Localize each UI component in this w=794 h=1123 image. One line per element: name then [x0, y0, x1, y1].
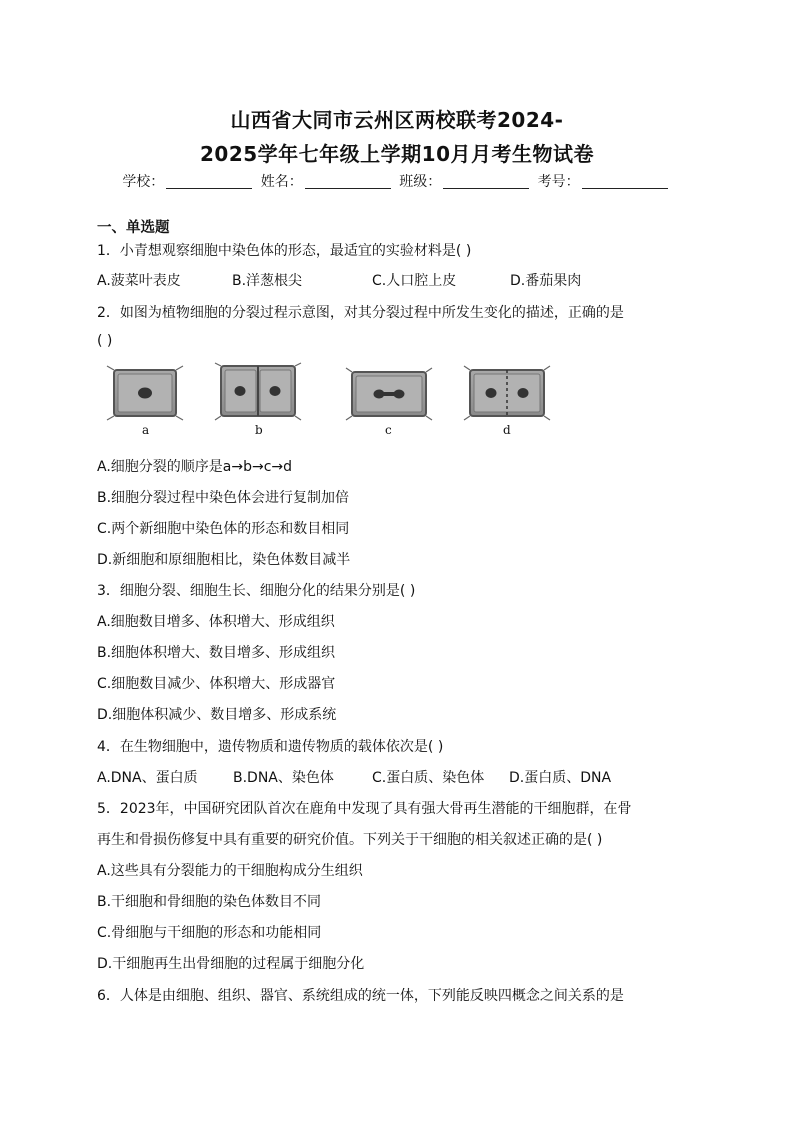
question-6-stem: 6．人体是由细胞、组织、器官、系统组成的统一体，下列能反映四概念之间关系的是 — [97, 988, 624, 1004]
question-5-stem-continued: 再生和骨损伤修复中具有重要的研究价值。下列关于干细胞的相关叙述正确的是( ) — [97, 832, 603, 848]
question-2-option-a[interactable]: A.细胞分裂的顺序是a→b→c→d — [97, 459, 293, 475]
cell-division-figure — [97, 362, 557, 442]
question-2-option-d[interactable]: D.新细胞和原细胞相比，染色体数目减半 — [97, 552, 351, 568]
question-5-option-c[interactable]: C.骨细胞与干细胞的形态和功能相同 — [97, 925, 322, 941]
figure-label-c: c — [385, 423, 392, 437]
cell-c-diagram — [346, 368, 432, 420]
question-1-option-a[interactable]: A.菠菜叶表皮 — [97, 273, 181, 289]
cell-a-diagram — [107, 366, 183, 420]
figure-label-d: d — [503, 423, 511, 437]
question-5-option-b[interactable]: B.干细胞和骨细胞的染色体数目不同 — [97, 894, 322, 910]
exam-number-blank[interactable] — [582, 174, 668, 189]
question-3-option-b[interactable]: B.细胞体积增大、数目增多、形成组织 — [97, 645, 336, 661]
question-2-option-b[interactable]: B.细胞分裂过程中染色体会进行复制加倍 — [97, 490, 350, 506]
question-3-option-c[interactable]: C.细胞数目减少、体积增大、形成器官 — [97, 676, 336, 692]
question-4-option-d[interactable]: D.蛋白质、DNA — [509, 770, 612, 786]
class-label: 班级： — [399, 174, 442, 190]
question-5-option-d[interactable]: D.干细胞再生出骨细胞的过程属于细胞分化 — [97, 956, 365, 972]
cell-d-diagram — [464, 366, 550, 420]
figure-label-a: a — [142, 423, 150, 437]
question-5-option-a[interactable]: A.这些具有分裂能力的干细胞构成分生组织 — [97, 863, 363, 879]
school-label: 学校： — [122, 174, 165, 190]
question-3-option-d[interactable]: D.细胞体积减少、数目增多、形成系统 — [97, 707, 337, 723]
question-4-option-b[interactable]: B.DNA、染色体 — [233, 770, 334, 786]
question-1-option-d[interactable]: D.番茄果肉 — [510, 273, 582, 289]
section-heading: 一、单选题 — [97, 220, 170, 236]
exam-title-line2: 2025学年七年级上学期10月月考生物试卷 — [200, 142, 594, 166]
cell-b-diagram — [215, 363, 301, 420]
class-blank[interactable] — [443, 174, 529, 189]
name-label: 姓名： — [260, 174, 303, 190]
question-1-option-c[interactable]: C.人口腔上皮 — [372, 273, 457, 289]
question-1-option-b[interactable]: B.洋葱根尖 — [232, 273, 303, 289]
school-blank[interactable] — [166, 174, 252, 189]
question-4-stem: 4．在生物细胞中，遗传物质和遗传物质的载体依次是( ) — [97, 739, 444, 755]
question-2-option-c[interactable]: C.两个新细胞中染色体的形态和数目相同 — [97, 521, 350, 537]
exam-title-line1: 山西省大同市云州区两校联考2024- — [230, 108, 564, 132]
name-blank[interactable] — [305, 174, 391, 189]
question-3-option-a[interactable]: A.细胞数目增多、体积增大、形成组织 — [97, 614, 335, 630]
question-1-stem: 1．小青想观察细胞中染色体的形态，最适宜的实验材料是( ) — [97, 243, 472, 259]
question-2-stem: 2．如图为植物细胞的分裂过程示意图，对其分裂过程中所发生变化的描述，正确的是 — [97, 305, 624, 321]
question-4-option-a[interactable]: A.DNA、蛋白质 — [97, 770, 198, 786]
student-info-row — [0, 171, 794, 191]
question-5-stem: 5．2023年，中国研究团队首次在鹿角中发现了具有强大骨再生潜能的干细胞群，在骨 — [97, 801, 632, 817]
question-3-stem: 3．细胞分裂、细胞生长、细胞分化的结果分别是( ) — [97, 583, 416, 599]
question-4-option-c[interactable]: C.蛋白质、染色体 — [372, 770, 485, 786]
question-2-stem-continued: ( ) — [97, 333, 113, 349]
exam-number-label: 考号： — [537, 174, 580, 190]
figure-label-b: b — [255, 423, 263, 437]
